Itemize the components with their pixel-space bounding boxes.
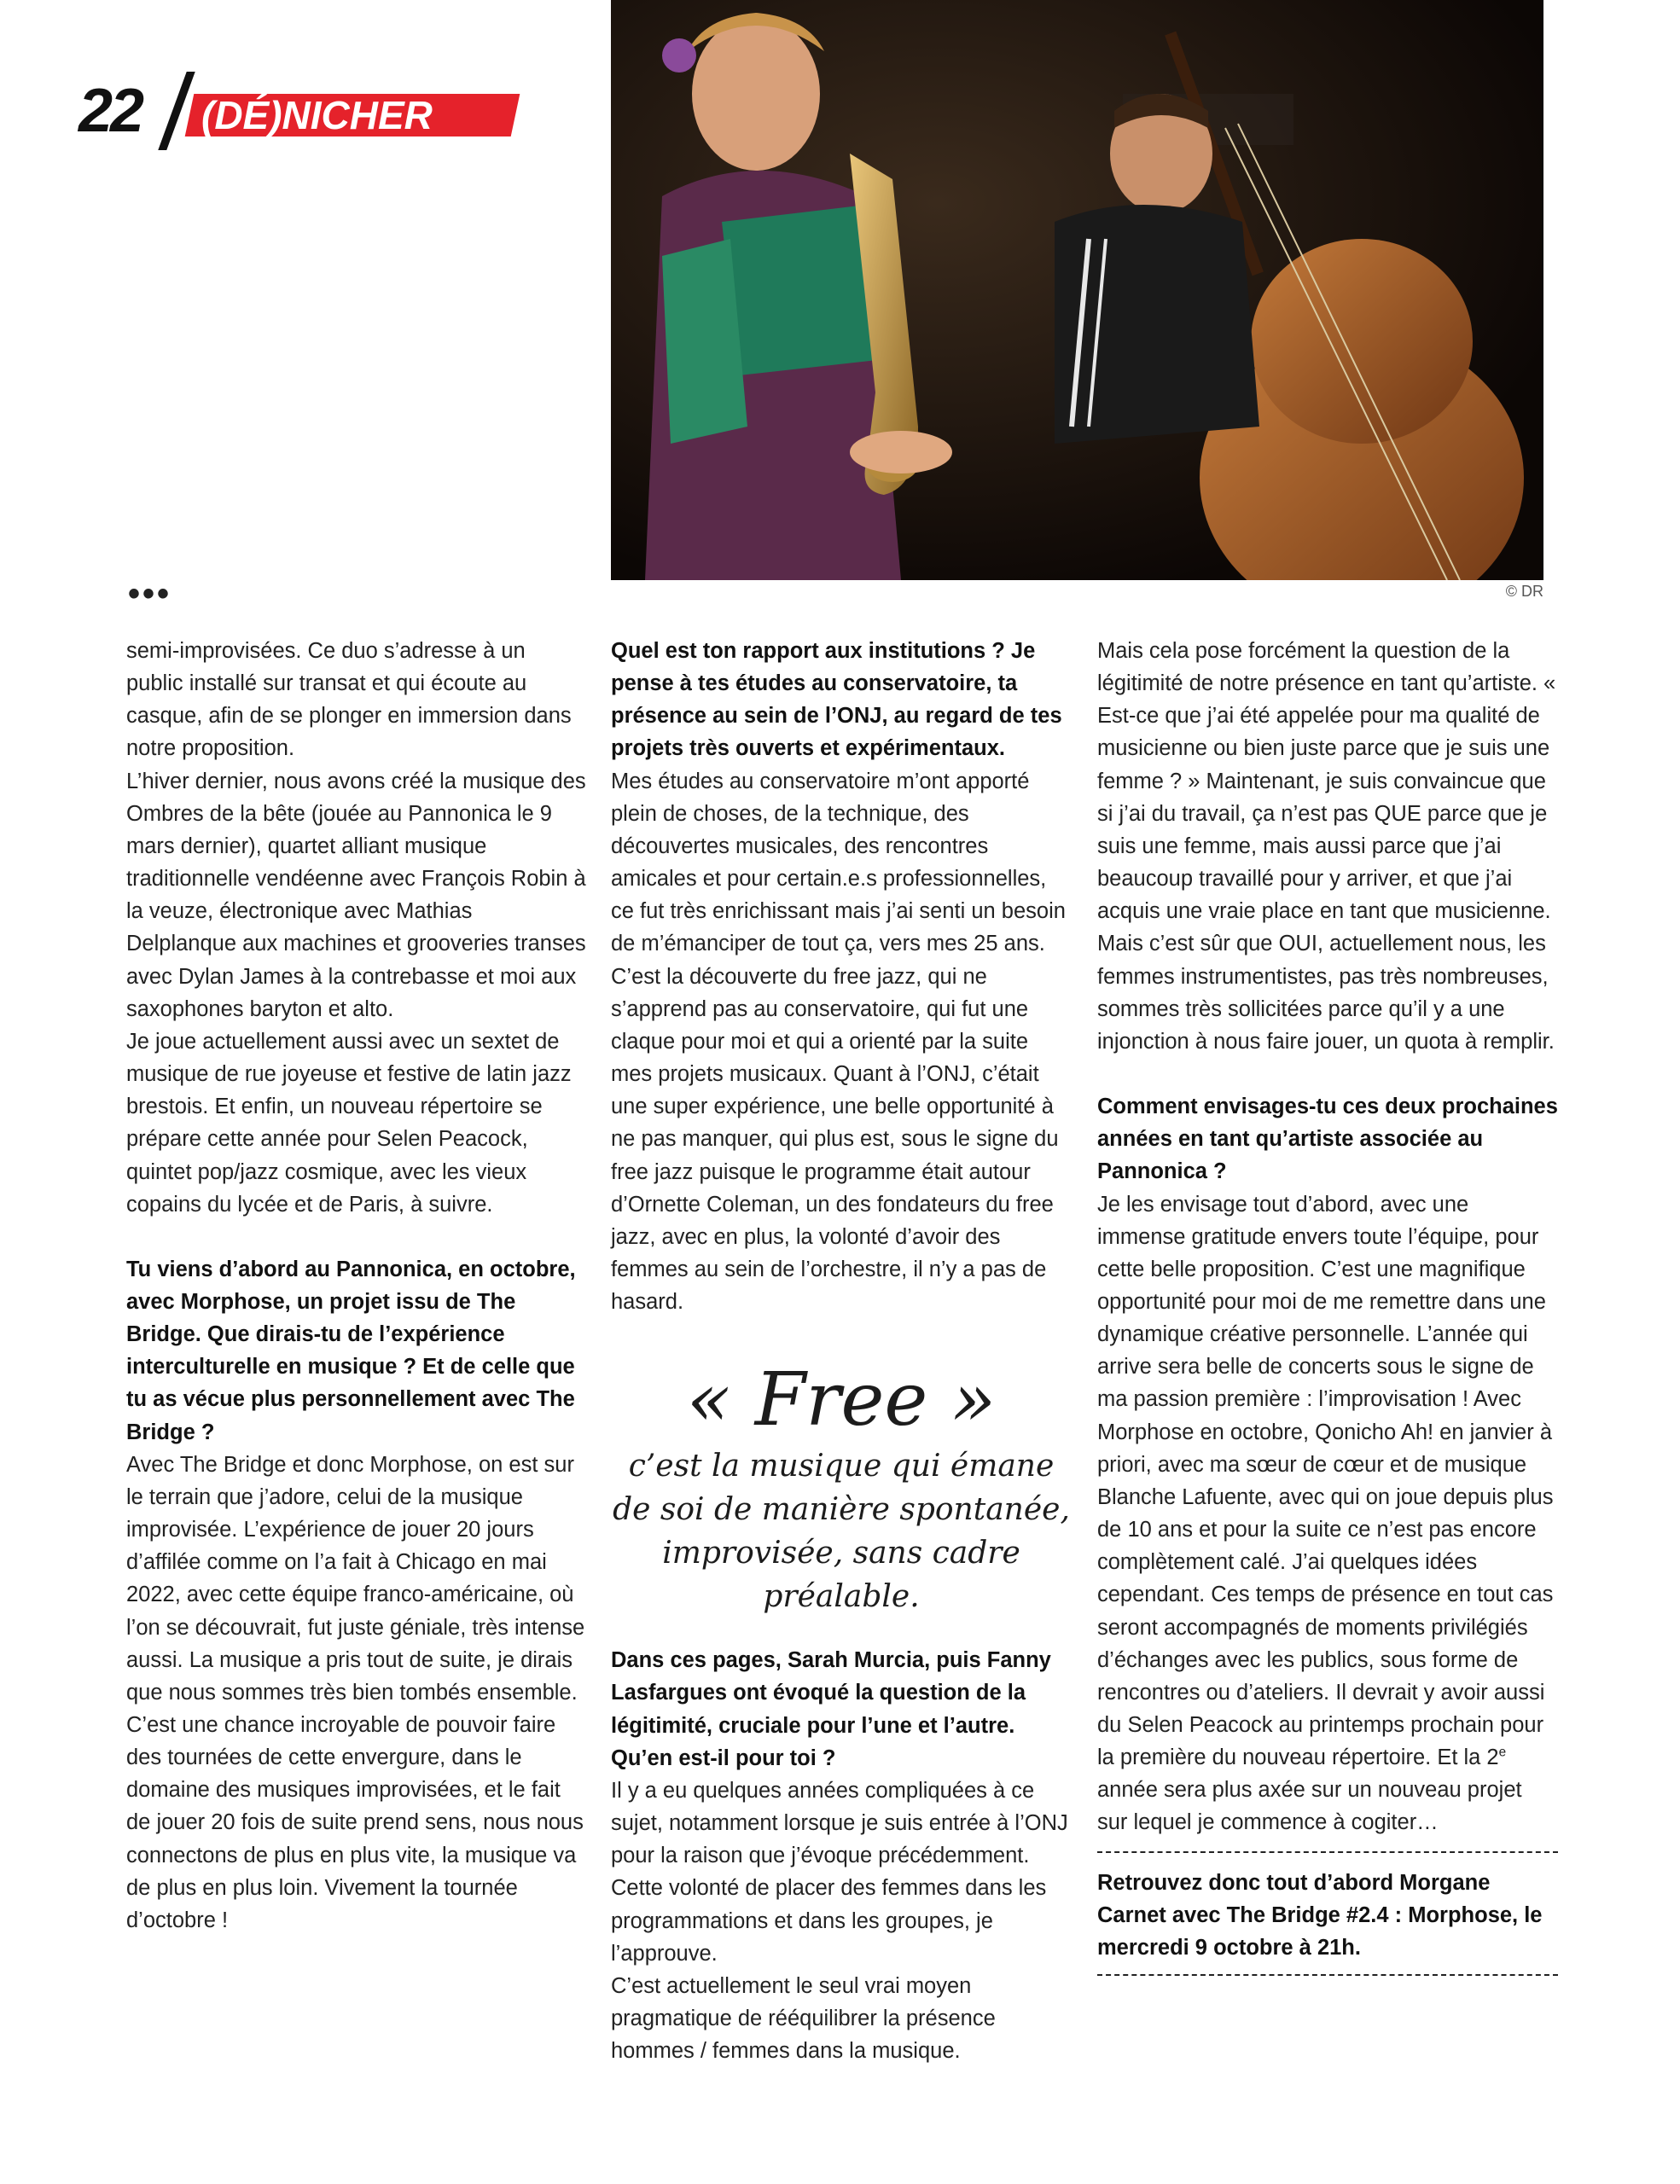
interview-answer: Je les envisage tout d’abord, avec une immense gratitude envers toute l’équipe, pour cette belle proposition. C’est une magnifique opportunité pour moi de me remettre dans une dynamique créative personnelle. L’année qui arrive sera belle de concerts sous le signe de ma passion première : l’improvisation ! Avec Morphose en octobre, Qonicho Ah! en janvier à priori, avec ma sœur de cœur et de musique Blanche Lafuente, avec qui on joue depuis plus de 10 ans et pour la suite ce n’est pas encore complètement calé. J’ai quelques idées cependant. Ces temps de présence en tout cas seront accompagnés de moments privilégiés d’échanges avec les publics, sous forme de rencontres ou d’ateliers. Il devrait y avoir aussi du Selen Peacock au printemps prochain pour la première du nouveau répertoire. Et la 2e année sera plus axée sur un nouveau projet sur lequel je commence à cogiter… <box>1097 1192 1554 1835</box>
interview-answer: Il y a eu quelques années compliquées à ce sujet, notamment lorsque je suis entrée à l’ONJ pour la raison que j’évoque précédemment. Cette volonté de placer des femmes dans les programmations et dans les groupes, je l’approuve. <box>611 1778 1068 1966</box>
interview-answer: Mes études au conservatoire m’ont apporté plein de choses, de la technique, des découvertes musicales, des rencontres amicales et pour certain.e.s professionnelles, ce fut très enrichissant mais j’ai senti un besoin de m’émanciper de tout ça, vers mes 25 ans. C’est la découverte du free jazz, qui ne s’apprend pas au conservatoire, qui fut une claque pour moi et qui a orienté par la suite mes projets musicaux. Quant à l’ONJ, c’était une super expérience, une belle opportunité à ne pas manquer, qui plus est, sous le signe du free jazz puisque le programme était autour d’Ornette Coleman, un des fondateurs du free jazz, avec en plus, la volonté d’avoir des femmes au sein de l’orchestre, il n’y a pas de hasard. <box>611 769 1066 1315</box>
dashed-divider <box>1097 1851 1558 1853</box>
section-tag <box>185 94 520 136</box>
interview-question: Comment envisages-tu ces deux prochaines années en tant qu’artiste associée au Pannonica ? <box>1097 1095 1558 1184</box>
interview-answer: Avec The Bridge et donc Morphose, on est sur le terrain que j’adore, celui de la musique improvisée. L’expérience de jouer 20 jours d’affilée comme on l’a fait à Chicago en mai 2022, avec cette équipe franco-américaine, où l’on se découvrait, fut juste géniale, très intense aussi. La musique a pris tout de suite, je dirais que nous sommes très bien tombés ensemble. C’est une chance incroyable de pouvoir faire des tournées de cette envergure, dans le domaine des musiques improvisées, et le fait de jouer 20 fois de suite prend sens, nous nous connectons de plus en plus vite, la musique va de plus en plus loin. Vivement la tournée d’octobre ! <box>126 1452 585 1932</box>
interview-question: Quel est ton rapport aux institutions ? Je pense à tes études au conservatoire, ta présence au sein de l’ONJ, au regard de tes projets très ouverts et expérimentaux. <box>611 639 1062 761</box>
paragraph: L’hiver dernier, nous avons créé la musique des Ombres de la bête (jouée au Pannonica le 9 mars dernier), quartet alliant musique traditionnelle vendéenne avec François Robin à la veuze, électronique avec Mathias Delplanque aux machines et grooveries transes avec Dylan James à la contrebasse et moi aux saxophones baryton et alto. <box>126 769 586 1021</box>
dashed-divider <box>1097 1974 1558 1976</box>
pull-quote <box>611 1357 1072 1618</box>
concert-photo <box>611 0 1543 580</box>
paragraph: Je joue actuellement aussi avec un sextet de musique de rue joyeuse et festive de latin jazz brestois. Et enfin, un nouveau répertoire se prépare cette année pour Selen Peacock, quintet pop/jazz cosmique, avec les vieux copains du lycée et de Paris, à suivre. <box>126 1029 572 1217</box>
section-label: (DÉ)NICHER <box>201 93 433 137</box>
pull-quote-text: c’est la musique qui émane de soi de manière spontanée, improvisée, sans cadre préalable. <box>613 1449 1070 1615</box>
column-1 <box>126 635 587 1937</box>
photo-credit: © DR <box>1505 583 1543 600</box>
interview-question: Tu viens d’abord au Pannonica, en octobre, avec Morphose, un projet issu de The Bridge. Que dirais-tu de l’expérience interculturelle en musique ? Et de celle que tu as vécue plus personnellement avec The Bridge ? <box>126 1257 576 1444</box>
interview-answer: C’est actuellement le seul vrai moyen pragmatique de rééquilibrer la présence hommes / femmes dans la musique. <box>611 1973 996 2064</box>
page-number: 22 <box>78 77 142 145</box>
interview-question: Dans ces pages, Sarah Murcia, puis Fanny Lasfargues ont évoqué la question de la légitimité, cruciale pour l’une et l’autre. Qu’en est-il pour toi ? <box>611 1648 1051 1770</box>
interview-answer: Mais cela pose forcément la question de la légitimité de notre présence en tant qu’artiste. « Est-ce que j’ai été appelée pour ma qualité de musicienne ou bien juste parce que je suis une femme ? » Maintenant, je suis convaincue que si j’ai du travail, ça n’est pas QUE parce que je suis une femme, mais aussi parce que j’ai beaucoup travaillé pour y arriver, et que j’ai acquis une vraie place en tant que musicienne. Mais c’est sûr que OUI, actuellement nous, les femmes instrumentistes, pas très nombreuses, sommes très sollicitées parce qu’il y a une injonction à nous faire jouer, un quota à remplir. <box>1097 639 1556 1054</box>
column-3 <box>1097 635 1558 1989</box>
column-2 <box>611 635 1072 2067</box>
continuation-dots: ••• <box>128 575 172 613</box>
paragraph: semi-improvisées. Ce duo s’adresse à un public installé sur transat et qui écoute au casque, afin de se plonger en immersion dans notre proposition. <box>126 639 572 761</box>
closing-announcement: Retrouvez donc tout d’abord Morgane Carnet avec The Bridge #2.4 : Morphose, le mercredi 9 octobre à 21h. <box>1097 1870 1543 1960</box>
photo-illustration <box>611 0 1543 580</box>
pull-quote-title: « Free » <box>686 1357 997 1443</box>
